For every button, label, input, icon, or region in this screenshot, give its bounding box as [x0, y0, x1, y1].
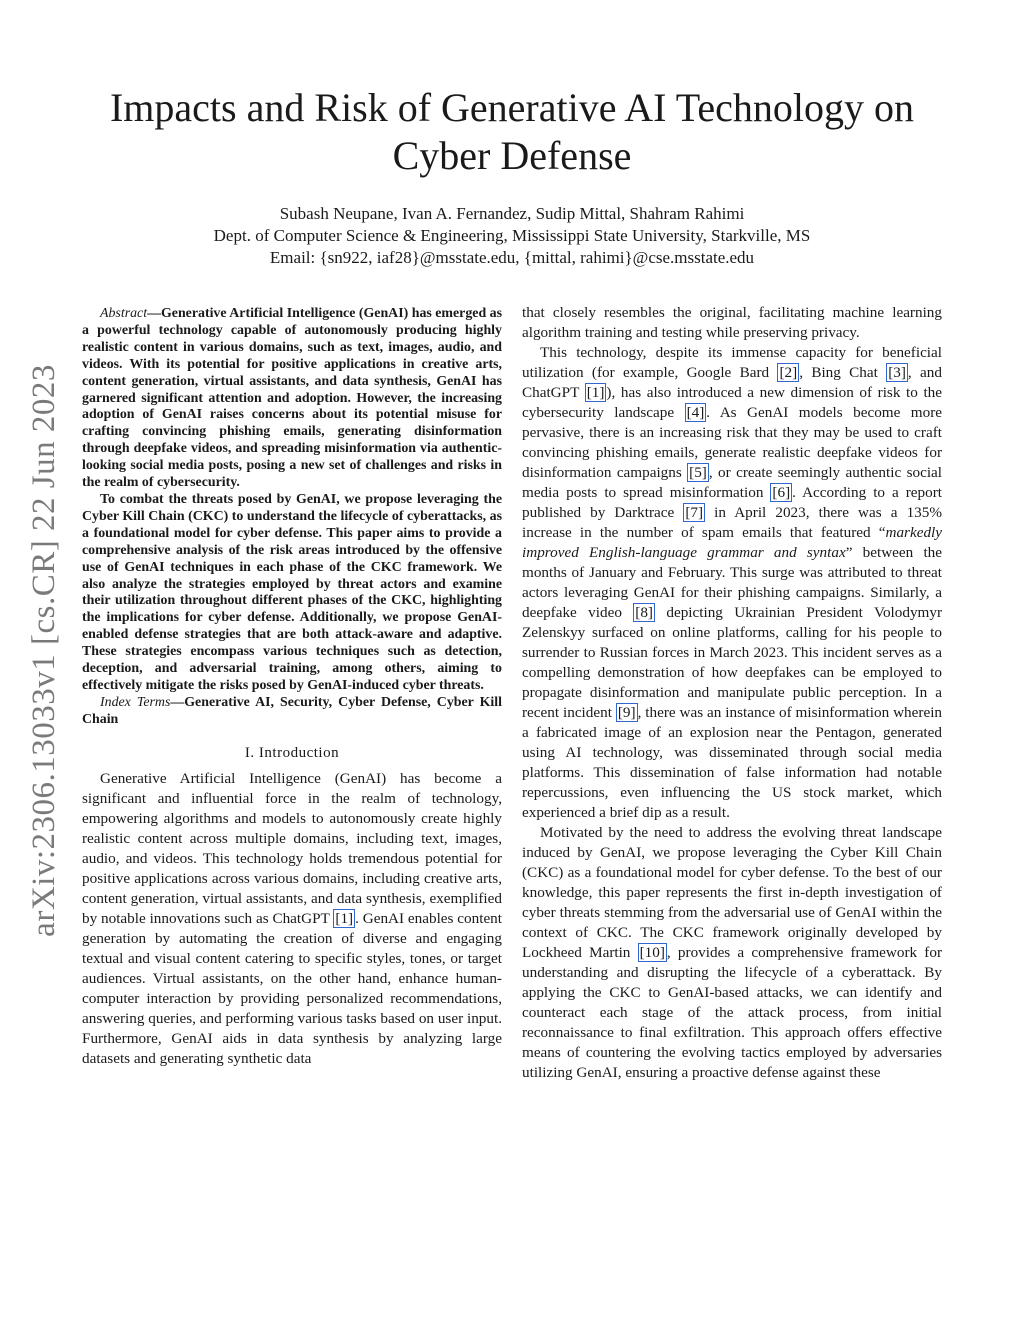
citation-link[interactable]: [5] — [689, 464, 707, 481]
citation-link[interactable]: [10] — [639, 944, 665, 961]
arxiv-watermark — [14, 360, 74, 940]
text-run: , there was an instance of misinformation wherein a fabricated image of an explosion near the Pentagon, generated using AI technology, was disseminated through social media platforms. This dissemination of false information had notable repercussions, even influencing the US stock market, which experienced a brief dip as a result. — [522, 704, 943, 821]
citation-link[interactable]: [9] — [617, 704, 636, 721]
citation-link[interactable]: [3] — [888, 364, 906, 381]
text-run: in April 2023, there was a 135% increase in the number of spam emails that featured “ — [522, 504, 942, 541]
text-run: , Bing Chat — [799, 364, 887, 381]
text-run: , provides a comprehensive framework for understanding and disrupting the lifecycle of a cyberattack. By applying the CKC to GenAI-based attacks, we can identify and counteract each stage of the attack process, from initial reconnaissance to final exfiltration. This approach offers effective means of countering the evolving tactics employed by adversaries utilizing GenAI, ensuring a proactive defense against these — [522, 944, 942, 1081]
abstract-paragraph-1: Abstract—Generative Artificial Intelligence (GenAI) has emerged as a powerful technology capable of autonomously producing highly realistic content in various domains, such as text, images, audio, and videos. With its potential for positive applications in creative arts, content generation, virtual assistants, and data synthesis, GenAI has garnered significant attention and adoption. However, the increasing adoption of GenAI raises concerns about its potential misuse for crafting convincing phishing emails, generating disinformation through deepfake videos, and spreading misinformation via authentic-looking social media posts, posing a new set of challenges and risks in the realm of cybersecurity. — [82, 306, 502, 491]
affiliation: Dept. of Computer Science & Engineering, Mississippi State University, Starkville, MS — [213, 226, 811, 245]
citation-link[interactable]: [2] — [779, 364, 798, 381]
text-run: . According to a report published by Darktrace — [522, 484, 942, 521]
right-column — [522, 303, 942, 1083]
right-paragraph-0: that closely resembles the original, facilitating machine learning algorithm training and testing while preserving privacy. — [522, 304, 942, 341]
abstract-text-2: To combat the threats posed by GenAI, we propose leveraging the Cyber Kill Chain (CKC) to understand the lifecycle of cyberattacks, as a foundational model for cyber defense. This paper aims to provide a comprehensive analysis of the risk areas introduced by the offensive use of GenAI techniques in each phase of the CKC framework. We also analyze the strategies employed by threat actors and examine their utilization throughout different phases of the CKC, highlighting the implications for cyber defense. Additionally, we propose GenAI-enabled defense strategies that are both attack-aware and adaptive. These strategies encompass various techniques such as detection, deception, and adversarial training, among others, aiming to effectively mitigate the risks posed by GenAI-induced cyber threats. — [82, 491, 502, 693]
section-heading-introduction: I. Introduction — [244, 744, 340, 761]
intro-text-a: Generative Artificial Intelligence (GenAI) has become a significant and influential force in the realm of technology, empowering algorithms and models to autonomously create highly realistic content across multiple domains, including text, images, audio, and videos. This technology holds tremendous potential for positive applications across various domains, including creative arts, content generation, virtual assistants, and data synthesis, exemplified by notable innovations such as ChatGPT — [82, 769, 502, 927]
abstract-paragraph-2 — [82, 492, 502, 695]
index-terms-label: Index Terms — [100, 694, 171, 710]
index-terms: Index Terms—Generative AI, Security, Cyber Defense, Cyber Kill Chain — [82, 694, 502, 727]
paper-title: Impacts and Risk of Generative AI Technology on Cyber Defense — [109, 85, 915, 178]
text-run: . As GenAI models become more pervasive, there is an increasing risk that they may be used to craft convincing phishing emails, generate realistic deepfake videos for disinformation campaigns — [522, 404, 942, 481]
text-run: ” between the months of January and February. This surge was attributed to threat actors leveraging GenAI for their phishing campaigns. Similarly, a deepfake video — [522, 544, 942, 621]
text-run: , or create seemingly authentic social media posts to spread misinformation — [522, 464, 943, 501]
arxiv-id: arXiv:2306.13033v1 [cs.CR] 22 Jun 2023 — [25, 363, 62, 937]
author-block — [60, 203, 964, 269]
quoted-phrase: markedly improved English-language grammar and syntax — [522, 524, 942, 561]
citation-link[interactable]: [1] — [586, 384, 605, 401]
abstract-text-1: Generative Artificial Intelligence (GenAI) has emerged as a powerful technology capable of autonomously producing highly realistic content in various domains, such as text, images, audio, and videos. With its potential for positive applications in creative arts, content generation, virtual assistants, and data synthesis, GenAI has garnered significant attention and adoption. However, the increasing adoption of GenAI raises concerns about its potential misuse for crafting convincing phishing emails, generating disinformation through deepfake videos, and spreading misinformation via authentic-looking social media posts, posing a new set of challenges and risks in the realm of cybersecurity. — [82, 306, 502, 491]
abstract-label: Abstract — [100, 306, 148, 321]
text-run: , and ChatGPT — [522, 364, 942, 401]
email-line: Email: {sn922, iaf28}@msstate.edu, {mittal, rahimi}@cse.msstate.edu — [269, 248, 755, 267]
left-column — [82, 306, 502, 1069]
intro-text-b: . GenAI enables content generation by automating the creation of diverse and engaging textual and visual content catering to specific styles, tones, or target audiences. Virtual assistants, on the other hand, enhance human-computer interaction by providing personalized recommendations, answering queries, and performing various tasks based on user input. Furthermore, GenAI aids in data synthesis by analyzing large datasets and generating synthetic data — [82, 909, 502, 1067]
text-run: depicting Ukrainian President Volodymyr Zelenskyy surfaced on online platforms, calling for his people to surrender to Russian forces in March 2023. This incident serves as a compelling demonstration of how deepfakes can be employed to propagate disinformation and manipulate public perception. In a recent incident — [522, 604, 943, 721]
citation-link[interactable]: [4] — [686, 404, 705, 421]
citation-link[interactable]: [6] — [772, 484, 791, 501]
citation-link[interactable]: [7] — [685, 504, 704, 521]
index-terms-text: Generative AI, Security, Cyber Defense, Cyber Kill Chain — [82, 694, 502, 727]
right-paragraph-2 — [522, 823, 942, 1083]
citation-link[interactable]: [1] — [335, 909, 354, 927]
text-run: Motivated by the need to address the evolving threat landscape induced by GenAI, we propose leveraging the Cyber Kill Chain (CKC) as a foundational model for cyber defense. To the best of our knowledge, this paper represents the first in-depth investigation of cyber threats stemming from the adversarial use of GenAI within the context of CKC. The CKC framework originally developed by Lockheed Martin — [522, 824, 942, 961]
citation-link[interactable]: [8] — [635, 604, 653, 621]
text-run: This technology, despite its immense capacity for beneficial utilization (for example, Google Bard — [522, 344, 942, 381]
author-names: Subash Neupane, Ivan A. Fernandez, Sudip Mittal, Shahram Rahimi — [279, 204, 745, 223]
right-paragraph-1 — [522, 343, 942, 823]
intro-paragraph-1 — [82, 769, 502, 1069]
text-run: ), has also introduced a new dimension of risk to the cybersecurity landscape — [522, 384, 942, 421]
